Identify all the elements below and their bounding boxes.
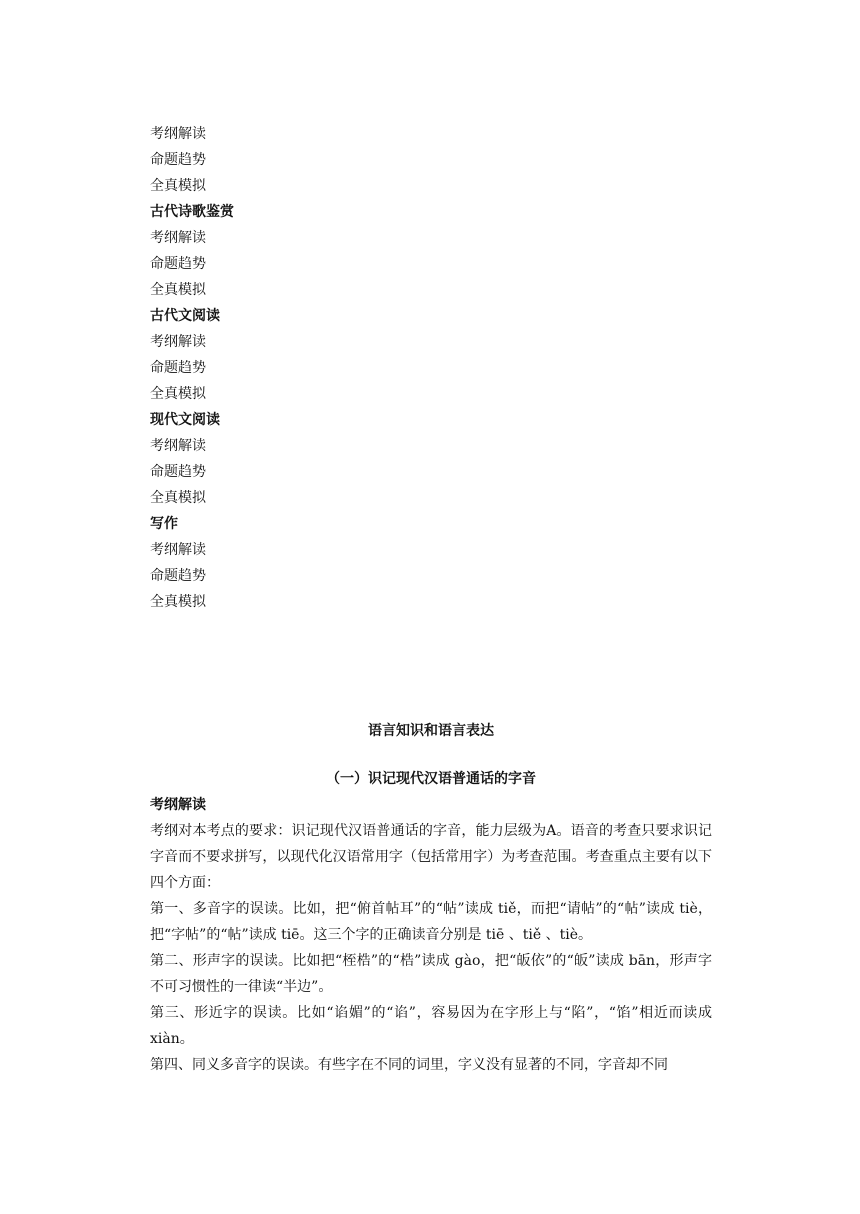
paragraph: 第三、形近字的误读。比如“谄媚”的“谄”，容易因为在字形上与“陷”，“馅”相近而读成 xiàn。	[150, 1005, 712, 1047]
toc-item: 命题趋势	[150, 464, 206, 480]
toc-chapter-heading: 现代文阅读	[150, 412, 220, 428]
toc-item: 全真模拟	[150, 386, 206, 402]
toc-item: 命题趋势	[150, 360, 206, 376]
section-title: （一）识记现代汉语普通话的字音	[326, 771, 536, 787]
toc-item: 考纲解读	[150, 438, 206, 454]
toc-item: 全真模拟	[150, 490, 206, 506]
paragraph: 第一、多音字的误读。比如，把“俯首帖耳”的“帖”读成 tiě，而把“请帖”的“帖”读成 tiè，把“字帖”的“帖”读成 tiē。这三个字的正确读音分别是 tiē 、tiě 、tiè。	[150, 901, 712, 943]
toc-item: 命题趋势	[150, 256, 206, 272]
toc-item: 考纲解读	[150, 126, 206, 142]
paragraph: 第四、同义多音字的误读。有些字在不同的词里，字义没有显著的不同，字音却不同	[150, 1057, 668, 1073]
table-of-contents	[150, 121, 710, 615]
content-body	[150, 718, 712, 1078]
toc-chapter-heading: 写作	[150, 516, 178, 532]
toc-chapter-heading: 古代诗歌鉴赏	[150, 204, 234, 220]
toc-item: 考纲解读	[150, 230, 206, 246]
chapter-title: 语言知识和语言表达	[368, 723, 494, 739]
toc-item: 全真模拟	[150, 282, 206, 298]
paragraph: 考纲对本考点的要求：识记现代汉语普通话的字音，能力层级为A。语音的考查只要求识记字音而不要求拼写，以现代化汉语常用字（包括常用字）为考查范围。考查重点主要有以下四个方面：	[150, 823, 712, 891]
toc-item: 考纲解读	[150, 542, 206, 558]
toc-item: 命题趋势	[150, 152, 206, 168]
paragraph: 第二、形声字的误读。比如把“桎梏”的“梏”读成 gào，把“皈依”的“皈”读成 bān，形声字不可习惯性的一律读“半边”。	[150, 953, 712, 995]
toc-item: 全真模拟	[150, 594, 206, 610]
toc-item: 全真模拟	[150, 178, 206, 194]
toc-item: 命题趋势	[150, 568, 206, 584]
toc-item: 考纲解读	[150, 334, 206, 350]
toc-chapter-heading: 古代文阅读	[150, 308, 220, 324]
section-heading: 考纲解读	[150, 797, 206, 813]
